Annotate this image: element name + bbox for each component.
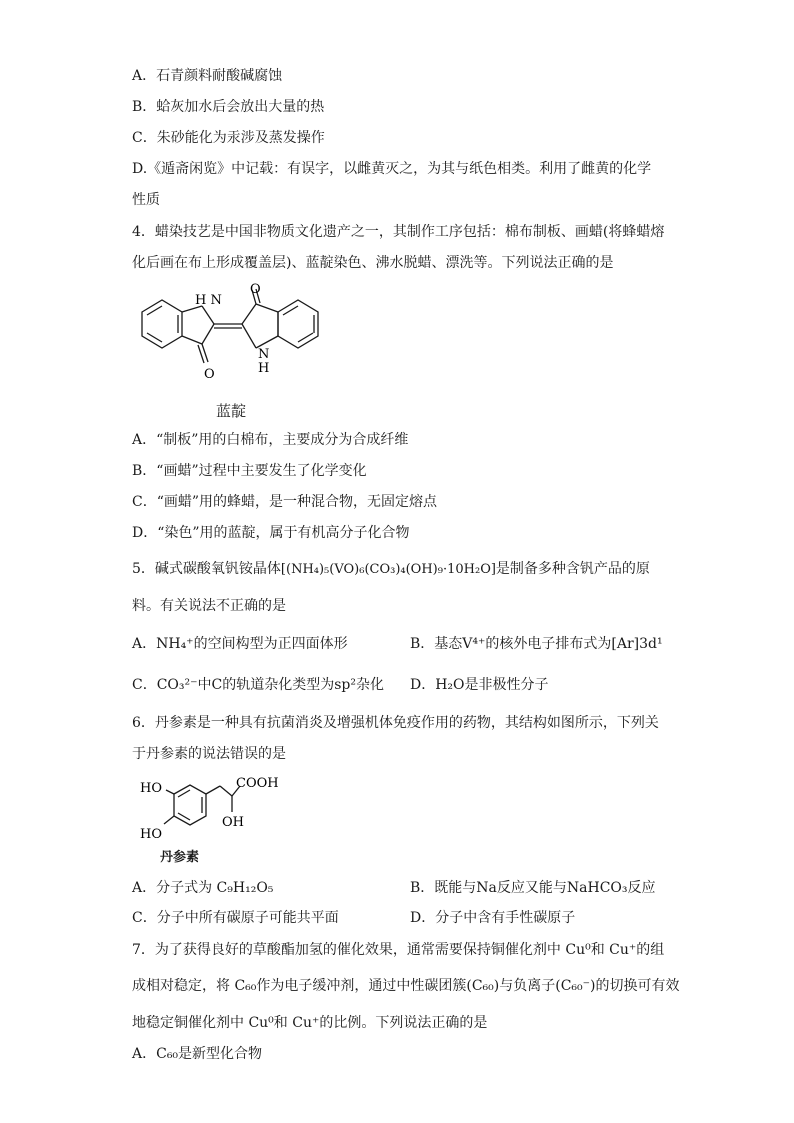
atom-o-bottom: O: [204, 367, 215, 380]
indigo-caption: 蓝靛: [216, 402, 247, 420]
q4-stem-line2: 化后画在布上形成覆盖层)、蓝靛染色、沸水脱蜡、漂洗等。下列说法正确的是: [132, 255, 614, 271]
q3-option-d-line2: 性质: [132, 192, 160, 208]
q5-option-c: C．CO₃²⁻中C的轨道杂化类型为sp²杂化: [132, 677, 384, 693]
label-oh: OH: [222, 815, 244, 830]
q5-stem-line2: 料。有关说法不正确的是: [132, 598, 286, 614]
q4-option-a: A．“制板”用的白棉布，主要成分为合成纤维: [132, 432, 409, 448]
q6-option-a: A．分子式为 C₉H₁₂O₅: [132, 880, 274, 896]
danshensu-caption: 丹参素: [160, 850, 200, 865]
danshensu-structure-figure: [136, 772, 286, 846]
q7-stem-line2: 成相对稳定，将 C₆₀作为电子缓冲剂，通过中性碳团簇(C₆₀)与负离子(C₆₀⁻)的切换可有效: [132, 978, 680, 994]
q6-option-c: C．分子中所有碳原子可能共平面: [132, 910, 339, 926]
q6-option-b: B．既能与Na反应又能与NaHCO₃反应: [410, 880, 656, 896]
q4-stem-line1: 4．蜡染技艺是中国非物质文化遗产之一，其制作工序包括：棉布制板、画蜡(将蜂蜡熔: [132, 224, 665, 240]
indigo-structure-figure: [128, 280, 343, 380]
q3-option-b: B．蛤灰加水后会放出大量的热: [132, 99, 325, 115]
q5-stem-line1: [132, 559, 650, 580]
q3-option-d-line1: D.《遁斋闲览》中记载：有误字，以雌黄灭之，为其与纸色相类。利用了雌黄的化学: [132, 161, 652, 177]
atom-n-bottom: N: [258, 347, 270, 362]
q5-option-b: B．基态V⁴⁺的核外电子排布式为[Ar]3d¹: [410, 636, 663, 652]
q5-option-a: A．NH₄⁺的空间构型为正四面体形: [132, 636, 348, 652]
q5-stem-prefix: 5．碱式碳酸氧钒铵晶体: [132, 561, 281, 577]
q7-stem-line3: 地稳定铜催化剂中 Cu⁰和 Cu⁺的比例。下列说法正确的是: [132, 1015, 488, 1031]
q4-option-b: B．“画蜡”过程中主要发生了化学变化: [132, 463, 367, 479]
atom-nh-top: H N: [195, 293, 222, 308]
label-cooh: COOH: [236, 776, 279, 791]
atom-h-bottom: H: [258, 361, 270, 376]
q3-option-c: C．朱砂能化为汞涉及蒸发操作: [132, 130, 325, 146]
q7-option-a: A．C₆₀是新型化合物: [132, 1046, 263, 1062]
q4-option-c: C．“画蜡”用的蜂蜡，是一种混合物，无固定熔点: [132, 494, 438, 510]
q6-stem-line2: 于丹参素的说法错误的是: [132, 746, 286, 762]
label-ho-bottom: HO: [140, 827, 162, 842]
label-ho-top: HO: [140, 781, 162, 796]
q6-stem-line1: 6．丹参素是一种具有抗菌消炎及增强机体免疫作用的药物，其结构如图所示，下列关: [132, 715, 659, 731]
q4-option-d: D．“染色”用的蓝靛，属于有机高分子化合物: [132, 525, 410, 541]
q7-stem-line1: 7．为了获得良好的草酸酯加氢的催化效果，通常需要保持铜催化剂中 Cu⁰和 Cu⁺的组: [132, 942, 665, 958]
q5-formula: [(NH₄)₅(VO)₆(CO₃)₄(OH)₉·10H₂O]: [280, 562, 496, 577]
q3-option-a: A．石青颜料耐酸碱腐蚀: [132, 68, 283, 84]
atom-o-top: O: [250, 282, 261, 297]
q6-option-d: D．分子中含有手性碳原子: [410, 910, 576, 926]
q5-stem-suffix: 是制备多种含钒产品的原: [495, 561, 650, 577]
q5-option-d: D．H₂O是非极性分子: [410, 677, 549, 693]
